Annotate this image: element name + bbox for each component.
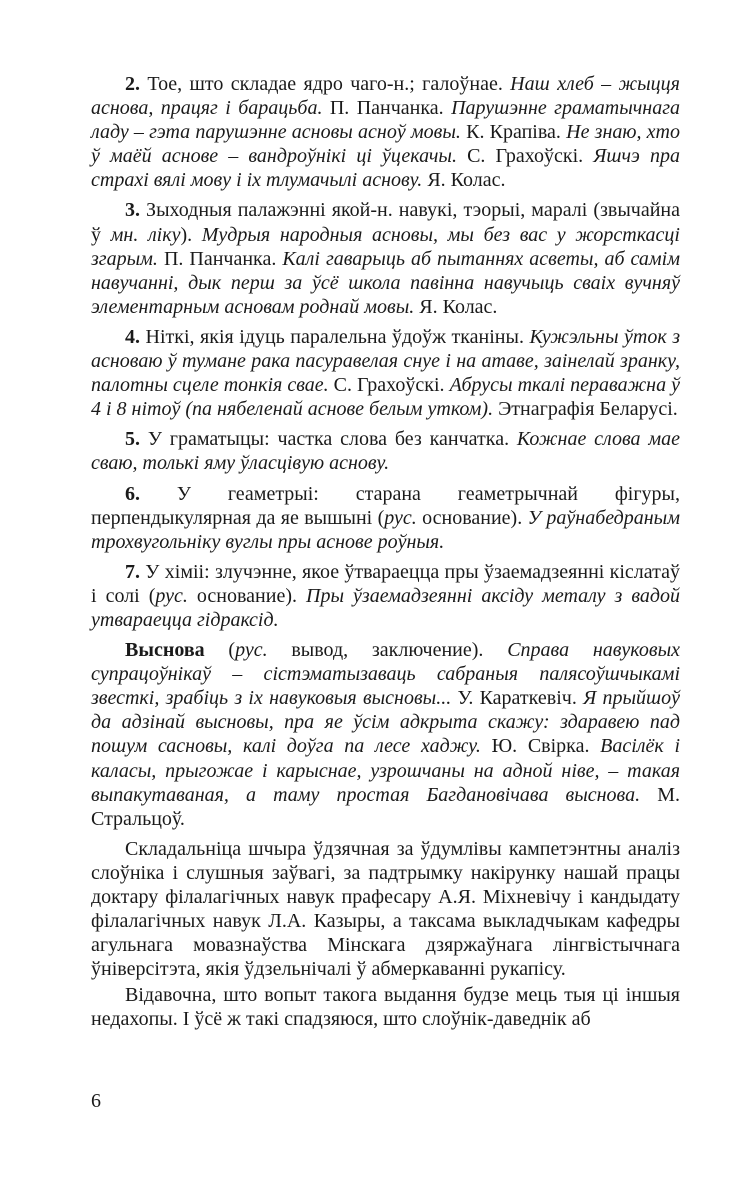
- definition: (: [204, 639, 236, 662]
- quotation: Васілёк і каласы, прыгожае і карыснае, узрошчаны на адной ніве, – такая выпакутаваная, а таму простая Багдановічава выснова.: [91, 735, 680, 806]
- language-mark: рус.: [235, 639, 268, 662]
- quotation: Парушэнне граматычнага ладу – гэта парушэнне асновы асноў мовы.: [91, 97, 681, 144]
- quote-author: Этнаграфія Беларусі.: [493, 398, 678, 421]
- quotation: Пры ўзаемадзеянні аксіду металу з вадой утвараецца гідраксід.: [91, 584, 681, 631]
- entry-vysnova: [91, 638, 680, 831]
- quote-author: К. Крапіва.: [460, 121, 567, 144]
- page-body: [91, 72, 680, 1034]
- quotation: Кужэльны ўток з асноваю ў тумане рака пасуравелая снуе і на атаве, заінелай зранку, палотны сцеле тонкія свае.: [91, 325, 680, 397]
- definition: У хіміі: злучэнне, якое ўтвараецца пры ўзаемадзеянні кіслатаў і солі (: [91, 560, 680, 607]
- sense-7: [91, 560, 680, 632]
- definition-tail: основание).: [187, 584, 307, 607]
- sense-number: 4.: [125, 325, 140, 348]
- quote-author: П. Панчанка.: [322, 97, 452, 120]
- definition: У геаметрыі: старана геаметрычнай фігуры, перпендыкулярная да яе вышыні (: [91, 482, 680, 529]
- closing-paragraph: Відавочна, што вопыт такога выдання будзе мець тыя ці іншыя недахопы. І ўсё ж такі спадзяюся, што слоўнік-даведнік аб: [91, 984, 680, 1031]
- quotation: Абрусы ткалі пераважна ў 4 і 8 нітоў (па нябеленай аснове белым утком).: [91, 374, 680, 421]
- quote-author: Я. Колас.: [422, 169, 506, 192]
- sense-5: [91, 427, 680, 475]
- quotation: Я прыйшоў да адзінай высновы, пра яе ўсім адкрыта скажу: здаравею пад пошум сасновы, калі доўга па лесе хаджу.: [91, 687, 680, 758]
- quote-author: С. Грахоўскі.: [328, 374, 450, 397]
- sense-number: 7.: [125, 560, 140, 583]
- sense-number: 5.: [125, 428, 140, 451]
- quote-author: П. Панчанка.: [157, 247, 283, 270]
- sense-number: 6.: [125, 482, 140, 505]
- page-number: 6: [91, 1090, 101, 1112]
- sense-2: [91, 72, 680, 192]
- quotation: Не знаю, хто ў маёй аснове – вандроўнікі ці ўцекачы.: [91, 121, 680, 168]
- language-mark: рус.: [384, 506, 417, 529]
- headword: Выснова: [125, 639, 205, 662]
- sense-3: [91, 198, 680, 318]
- acknowledgement-paragraph: Складальніца шчыра ўдзячная за ўдумлівы кампетэнтны аналіз слоўніка і слушныя заўвагі, за падтрымку накірунку нашай працы доктару філалагічных навук прафесару А.Я. Міхневічу і кандыдату філалагічных навук Л.А. Казыры, а таксама выкладчыкам кафедры агульнага мовазнаўства Мінскага дзяржаўнага лінгвістычнага ўніверсітэта, якія ўдзельнічалі ў абмеркаванні рукапісу.: [91, 837, 680, 981]
- quotation: Справа навуковых супрацоўнікаў – сістэматызаваць сабраныя палясоўшчыкамі звесткі, зрабіць з іх навуковыя высновы...: [91, 639, 681, 710]
- definition-tail: ).: [180, 223, 202, 246]
- sense-4: [91, 325, 680, 421]
- quote-author: Я. Колас.: [414, 295, 498, 318]
- sense-6: [91, 482, 680, 554]
- definition: У граматыцы: частка слова без канчатка.: [140, 428, 517, 451]
- language-mark: рус.: [155, 584, 188, 607]
- quote-author: У. Караткевіч.: [451, 687, 584, 710]
- quotation: Калі гаварыць аб пытаннях асветы, аб самім навучанні, дык перш за ўсё школа павінна навучыць сваіх вучняў элементарным асновам роднай мовы.: [91, 247, 680, 318]
- quotation: Мудрыя народныя асновы, мы без вас у жорсткасці згарым.: [91, 223, 680, 270]
- quotation: У раўнабедраным трохвугольніку вуглы пры аснове роўныя.: [91, 506, 680, 553]
- definition-tail: вывод, заключение).: [267, 639, 508, 662]
- definition: Зыходныя палажэнні якой-н. навукі, тэорыі, маралі (звычайна ў: [91, 199, 680, 246]
- quote-author: М. Стральцоў.: [91, 783, 680, 830]
- definition: Ніткі, якія ідуць паралельна ўдоўж тканіны.: [140, 325, 530, 348]
- sense-number: 2.: [125, 73, 140, 95]
- quotation: Кожнае слова мае сваю, толькі яму ўласцівую аснову.: [91, 428, 680, 475]
- quotation: Яшчэ пра страхі вялі мову і іх тлумачылі аснову.: [91, 145, 680, 192]
- sense-number: 3.: [125, 199, 140, 222]
- quote-author: С. Грахоўскі.: [456, 145, 594, 168]
- grammar-mark: мн. ліку: [110, 223, 181, 246]
- definition-tail: основание).: [416, 506, 528, 529]
- quote-author: Ю. Свірка.: [480, 735, 601, 758]
- quotation: Наш хлеб – жыцця аснова, працяг і барацьба.: [91, 73, 680, 120]
- definition: Тое, што складае ядро чаго-н.; галоўнае.: [140, 73, 511, 95]
